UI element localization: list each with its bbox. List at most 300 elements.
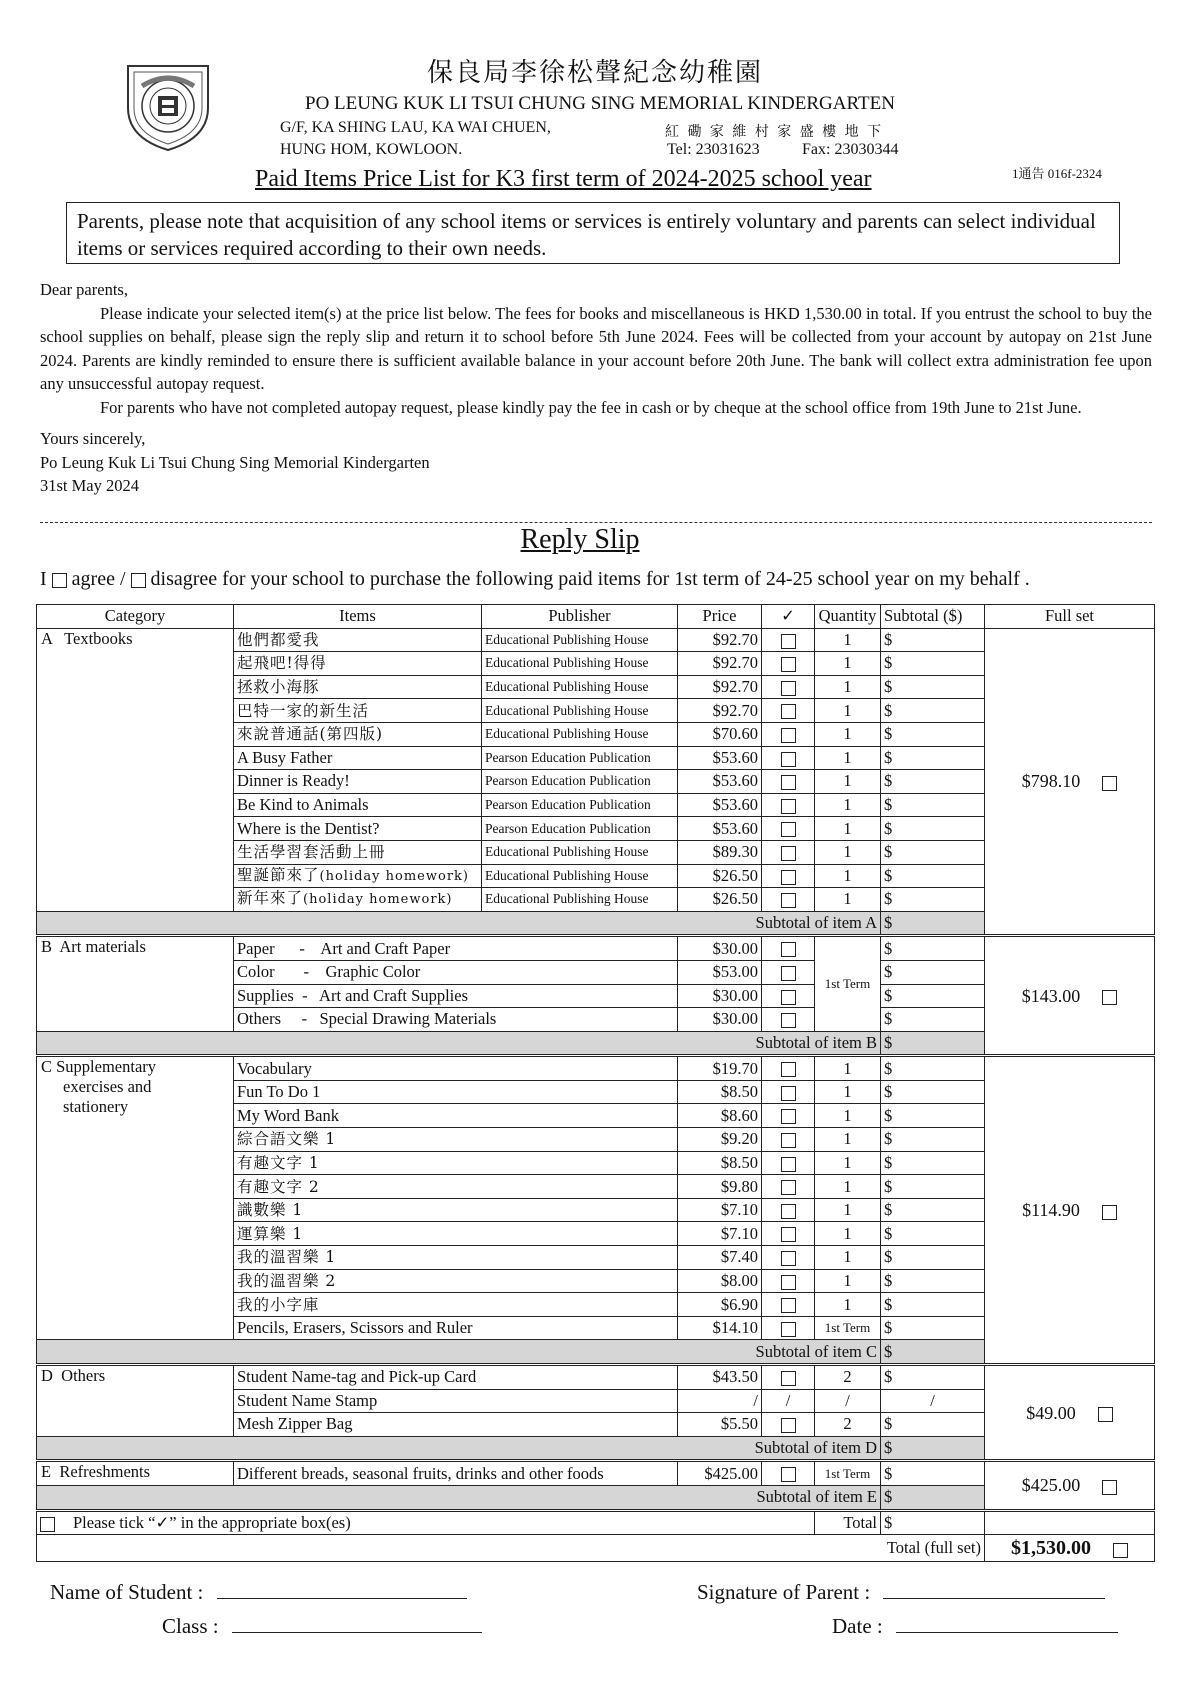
subtotal-field[interactable]: $	[881, 1104, 985, 1128]
item-select-checkbox[interactable]	[781, 846, 796, 861]
quantity: 1	[815, 888, 881, 912]
full-set-price: $143.00	[1021, 985, 1081, 1006]
publisher: Pearson Education Publication	[482, 770, 678, 794]
item-select-checkbox[interactable]	[781, 1133, 796, 1148]
publisher: Pearson Education Publication	[482, 793, 678, 817]
price: $92.70	[678, 675, 762, 699]
price: $53.60	[678, 793, 762, 817]
school-name-english: PO LEUNG KUK LI TSUI CHUNG SING MEMORIAL KINDERGARTEN	[305, 93, 895, 114]
price: $19.70	[678, 1056, 762, 1081]
item-name	[234, 722, 482, 746]
item-select-checkbox[interactable]	[781, 1157, 796, 1172]
item-name	[234, 1316, 678, 1340]
student-name-field	[50, 1578, 467, 1605]
item-select-checkbox[interactable]	[781, 1109, 796, 1124]
quantity: 1	[815, 770, 881, 794]
item-select-checkbox[interactable]	[781, 1275, 796, 1290]
quantity: 1	[815, 840, 881, 864]
select-cell	[762, 1413, 815, 1437]
total-label: Total	[815, 1510, 881, 1535]
header-check: ✓	[762, 605, 815, 629]
full-set-price: $798.10	[1021, 771, 1081, 792]
publisher: Educational Publishing House	[482, 864, 678, 888]
table-header-row	[37, 605, 1155, 629]
publisher: Educational Publishing House	[482, 628, 678, 652]
price: $425.00	[678, 1461, 762, 1486]
subtotal-field[interactable]: $	[881, 1198, 985, 1222]
quantity: 1	[815, 1175, 881, 1199]
header-subtotal: Subtotal ($)	[881, 605, 985, 629]
letter-paragraph-1: Please indicate your selected item(s) at the price list below. The fees for books and miscellaneous is HKD 1,530.00 in total. If you entrust the school to buy the school supplies on behalf, please sign the reply slip and return it to school before 5th June 2024. Fees will be collected from your account by autopay on 21st June 2024. Parents are kindly reminded to ensure there is sufficient available balance in your account before 20th June. The bank will collect extra administration fee upon any unsuccessful autopay request.	[40, 303, 1152, 393]
item-select-checkbox[interactable]	[781, 1086, 796, 1101]
item-name	[234, 1104, 678, 1128]
subtotal-field[interactable]: $	[881, 628, 985, 652]
subtotal-field[interactable]: $	[881, 1222, 985, 1246]
quantity: 1	[815, 1293, 881, 1317]
full-set-c	[985, 1056, 1155, 1365]
price: $9.80	[678, 1175, 762, 1199]
class-label: Class :	[162, 1614, 219, 1638]
category-b: B Art materials	[37, 936, 234, 1031]
select-cell	[762, 1175, 815, 1199]
select-cell: /	[762, 1389, 815, 1413]
quantity: 1	[815, 746, 881, 770]
select-cell	[762, 1269, 815, 1293]
letter-date: 31st May 2024	[40, 476, 139, 495]
item-select-checkbox[interactable]	[781, 752, 796, 767]
section-subtotal-field[interactable]: $	[881, 1436, 985, 1461]
item-select-checkbox[interactable]	[781, 1062, 796, 1077]
item-name-text: 運算樂 1	[237, 1224, 304, 1243]
subtotal-field[interactable]: $	[881, 699, 985, 723]
subtotal-field[interactable]: $	[881, 888, 985, 912]
select-cell	[762, 864, 815, 888]
subtotal-field[interactable]: $	[881, 1056, 985, 1081]
quantity: 1	[815, 793, 881, 817]
item-select-checkbox[interactable]	[781, 1418, 796, 1433]
item-name-text: 有趣文字 2	[237, 1177, 320, 1196]
subtotal-field[interactable]: $	[881, 1365, 985, 1390]
item-select-checkbox[interactable]	[781, 822, 796, 837]
item-name	[234, 817, 482, 841]
section-subtotal-field[interactable]: $	[881, 1031, 985, 1056]
item-name-text: A Busy Father	[237, 747, 333, 767]
header-category: Category	[37, 605, 234, 629]
subtotal-field[interactable]: $	[881, 675, 985, 699]
full-set-e	[985, 1461, 1155, 1510]
price: $7.10	[678, 1198, 762, 1222]
address-en-line1: G/F, KA SHING LAU, KA WAI CHUEN,	[280, 119, 551, 136]
select-cell	[762, 722, 815, 746]
subtotal-field[interactable]: $	[881, 793, 985, 817]
quantity: 2	[815, 1413, 881, 1437]
publisher: Educational Publishing House	[482, 888, 678, 912]
class-field	[162, 1612, 482, 1639]
quantity: 1	[815, 864, 881, 888]
tick-note	[37, 1510, 815, 1535]
price: $8.00	[678, 1269, 762, 1293]
full-set-checkbox[interactable]	[1102, 1205, 1117, 1220]
item-name	[234, 1008, 678, 1032]
item-name-text: Different breads, seasonal fruits, drinks and other foods	[237, 1463, 604, 1483]
subtotal-field[interactable]: $	[881, 1175, 985, 1199]
quantity: 1	[815, 1128, 881, 1152]
table-row	[37, 628, 1155, 652]
total-blank	[985, 1510, 1155, 1535]
select-cell	[762, 793, 815, 817]
item-name-text: 拯救小海豚	[237, 678, 320, 697]
item-name-text: My Word Bank	[237, 1105, 339, 1125]
full-set-checkbox[interactable]	[1102, 1480, 1117, 1495]
select-cell	[762, 1246, 815, 1270]
item-select-checkbox[interactable]	[781, 704, 796, 719]
category-label-line: C Supplementary	[41, 1057, 157, 1077]
item-name	[234, 984, 678, 1008]
full-set-a	[985, 628, 1155, 936]
document-title: Paid Items Price List for K3 first term of 2024-2025 school year	[255, 166, 872, 192]
item-name-text: 我的小字庫	[237, 1295, 320, 1314]
price: $5.50	[678, 1413, 762, 1437]
item-name-text: 來說普通話(第四版)	[237, 725, 384, 744]
item-select-checkbox[interactable]	[781, 634, 796, 649]
category-e: E Refreshments	[37, 1461, 234, 1486]
select-cell	[762, 1104, 815, 1128]
select-cell	[762, 1151, 815, 1175]
item-name-text: Dinner is Ready!	[237, 771, 350, 791]
subtotal-field[interactable]: $	[881, 840, 985, 864]
full-set-price: $49.00	[1026, 1402, 1076, 1423]
section-subtotal-label: Subtotal of item B	[37, 1031, 881, 1056]
quantity: 1	[815, 675, 881, 699]
quantity: 1	[815, 722, 881, 746]
item-name-text: Student Name Stamp	[237, 1390, 378, 1410]
subtotal-field[interactable]: $	[881, 1293, 985, 1317]
item-name-text: Student Name-tag and Pick-up Card	[237, 1367, 477, 1387]
item-select-checkbox[interactable]	[781, 1371, 796, 1386]
select-cell	[762, 1461, 815, 1486]
item-select-checkbox[interactable]	[781, 1204, 796, 1219]
item-name-text: 聖誕節來了	[237, 865, 320, 884]
publisher: Educational Publishing House	[482, 840, 678, 864]
school-crest-logo	[122, 56, 214, 154]
select-cell	[762, 1080, 815, 1104]
item-name-text: 我的溫習樂 2	[237, 1271, 337, 1290]
date-input[interactable]	[896, 1612, 1118, 1633]
total-full-set-checkbox[interactable]	[1113, 1543, 1128, 1558]
select-cell	[762, 1056, 815, 1081]
select-cell	[762, 1365, 815, 1390]
parent-signature-field	[697, 1578, 1105, 1605]
subtotal-field[interactable]: $	[881, 1461, 985, 1486]
price: $53.60	[678, 746, 762, 770]
tick-note-text: Please tick “✓” in the appropriate box(es)	[73, 1512, 351, 1532]
item-select-checkbox[interactable]	[781, 942, 796, 957]
section-subtotal-field[interactable]: $	[881, 911, 985, 936]
full-set-price: $114.90	[1022, 1200, 1080, 1221]
section-subtotal-field[interactable]: $	[881, 1340, 985, 1365]
subtotal-field[interactable]: /	[881, 1389, 985, 1413]
total-full-set-row	[37, 1535, 1155, 1562]
price: $8.50	[678, 1080, 762, 1104]
select-cell	[762, 1316, 815, 1340]
subtotal-field[interactable]: $	[881, 1128, 985, 1152]
select-cell	[762, 936, 815, 961]
item-select-checkbox[interactable]	[781, 1227, 796, 1242]
subtotal-field[interactable]: $	[881, 1246, 985, 1270]
table-row	[37, 936, 1155, 961]
select-cell	[762, 888, 815, 912]
subtotal-field[interactable]: $	[881, 722, 985, 746]
price: $9.20	[678, 1128, 762, 1152]
subtotal-field[interactable]: $	[881, 960, 985, 984]
agreement-statement	[40, 568, 1030, 591]
date-field	[832, 1612, 1118, 1639]
item-name-text: 他們都愛我	[237, 630, 320, 649]
quantity: 1	[815, 1198, 881, 1222]
letter-closing: Yours sincerely,	[40, 429, 146, 448]
subtotal-field[interactable]: $	[881, 817, 985, 841]
item-note: (holiday homework)	[303, 892, 453, 908]
header-items: Items	[234, 605, 482, 629]
table-row	[37, 1056, 1155, 1081]
full-set-d	[985, 1365, 1155, 1461]
item-name-text: 巴特一家的新生活	[237, 701, 370, 720]
publisher: Educational Publishing House	[482, 722, 678, 746]
item-name	[234, 1461, 678, 1486]
select-cell	[762, 984, 815, 1008]
section-subtotal-label: Subtotal of item E	[37, 1485, 881, 1510]
item-name	[234, 1293, 678, 1317]
item-name-text: 起飛吧!得得	[237, 654, 327, 673]
category-d: D Others	[37, 1365, 234, 1437]
item-name	[234, 1080, 678, 1104]
quantity: 1	[815, 699, 881, 723]
full-set-price: $425.00	[1021, 1475, 1081, 1496]
item-select-checkbox[interactable]	[781, 870, 796, 885]
school-address	[280, 119, 920, 163]
school-name-chinese: 保良局李徐松聲紀念幼稚園	[426, 58, 763, 88]
price: $30.00	[678, 984, 762, 1008]
item-select-checkbox[interactable]	[781, 1180, 796, 1195]
price: $7.10	[678, 1222, 762, 1246]
item-name	[234, 960, 678, 984]
subtotal-field[interactable]: $	[881, 652, 985, 676]
item-select-checkbox[interactable]	[781, 1251, 796, 1266]
quantity: 1	[815, 1246, 881, 1270]
publisher: Educational Publishing House	[482, 652, 678, 676]
subtotal-field[interactable]: $	[881, 1080, 985, 1104]
item-name	[234, 628, 482, 652]
item-name-text: 新年來了	[237, 889, 304, 908]
quantity: 1	[815, 1104, 881, 1128]
address-en-line2: HUNG HOM, KOWLOON.	[280, 141, 463, 158]
parent-signature-label: Signature of Parent :	[697, 1580, 871, 1604]
select-cell	[762, 960, 815, 984]
price: $26.50	[678, 888, 762, 912]
class-input[interactable]	[232, 1612, 482, 1633]
price: $89.30	[678, 840, 762, 864]
subtotal-field[interactable]: $	[881, 984, 985, 1008]
select-cell	[762, 746, 815, 770]
item-select-checkbox[interactable]	[781, 1298, 796, 1313]
letter-greeting: Dear parents,	[40, 280, 128, 299]
quantity: /	[815, 1389, 881, 1413]
cut-line-divider	[40, 522, 1152, 523]
fax: Fax: 23030344	[802, 141, 899, 158]
category-label-line: exercises and	[63, 1077, 152, 1097]
subtotal-field[interactable]: $	[881, 770, 985, 794]
disagree-checkbox[interactable]	[131, 573, 146, 588]
item-select-checkbox[interactable]	[781, 657, 796, 672]
item-select-checkbox[interactable]	[781, 893, 796, 908]
item-name-text: 綜合語文樂 1	[237, 1130, 337, 1149]
subtotal-field[interactable]: $	[881, 1151, 985, 1175]
item-name	[234, 1151, 678, 1175]
total-field[interactable]: $	[881, 1510, 985, 1535]
item-name	[234, 1413, 678, 1437]
select-cell	[762, 1128, 815, 1152]
item-name	[234, 936, 678, 961]
select-cell	[762, 817, 815, 841]
item-name-text: Others - Special Drawing Materials	[237, 1009, 497, 1029]
total-full-set-value: $1,530.00	[1011, 1537, 1091, 1560]
quantity: 1	[815, 1151, 881, 1175]
letter-signer: Po Leung Kuk Li Tsui Chung Sing Memorial Kindergarten	[40, 452, 430, 472]
publisher: Pearson Education Publication	[482, 817, 678, 841]
item-name	[234, 888, 482, 912]
item-select-checkbox[interactable]	[781, 775, 796, 790]
subtotal-field[interactable]: $	[881, 936, 985, 961]
price: $53.00	[678, 960, 762, 984]
select-cell	[762, 652, 815, 676]
item-select-checkbox[interactable]	[781, 1322, 796, 1337]
price: $30.00	[678, 1008, 762, 1032]
select-cell	[762, 699, 815, 723]
item-name	[234, 1175, 678, 1199]
student-name-input[interactable]	[217, 1578, 467, 1599]
price: $30.00	[678, 936, 762, 961]
publisher: Educational Publishing House	[482, 675, 678, 699]
price: $53.60	[678, 817, 762, 841]
select-cell	[762, 1198, 815, 1222]
subtotal-field[interactable]: $	[881, 746, 985, 770]
full-set-checkbox[interactable]	[1098, 1407, 1113, 1422]
item-select-checkbox[interactable]	[781, 1467, 796, 1482]
price: $14.10	[678, 1316, 762, 1340]
telephone: Tel: 23031623	[667, 141, 760, 158]
item-name-text: Where is the Dentist?	[237, 818, 380, 838]
item-name-text: Pencils, Erasers, Scissors and Ruler	[237, 1318, 473, 1338]
price: $53.60	[678, 770, 762, 794]
item-name	[234, 1365, 678, 1390]
publisher: Educational Publishing House	[482, 699, 678, 723]
header-full-set: Full set	[985, 605, 1155, 629]
reply-slip-title: Reply Slip	[520, 524, 640, 555]
full-set-checkbox[interactable]	[1102, 990, 1117, 1005]
item-name-text: Mesh Zipper Bag	[237, 1414, 353, 1434]
select-cell	[762, 1293, 815, 1317]
voluntary-notice-box: Parents, please note that acquisition of any school items or services is entirely voluntary and parents can select individual items or services required according to their own needs.	[66, 202, 1120, 264]
item-select-checkbox[interactable]	[781, 990, 796, 1005]
quantity: 1	[815, 1269, 881, 1293]
section-subtotal-field[interactable]: $	[881, 1485, 985, 1510]
quantity: 1st Term	[815, 936, 881, 1031]
price: $26.50	[678, 864, 762, 888]
item-select-checkbox[interactable]	[781, 1013, 796, 1028]
price: $92.70	[678, 652, 762, 676]
item-name	[234, 1128, 678, 1152]
item-name-text: Supplies - Art and Craft Supplies	[237, 985, 468, 1005]
subtotal-field[interactable]: $	[881, 864, 985, 888]
quantity: 1st Term	[815, 1461, 881, 1486]
tick-example-checkbox	[40, 1517, 55, 1532]
notice-reference: 1通告 016f-2324	[1012, 166, 1102, 181]
select-cell	[762, 1222, 815, 1246]
item-name	[234, 746, 482, 770]
quantity: 1	[815, 817, 881, 841]
disagree-label: disagree for your school to purchase the following paid items for 1st term of 24-25 school year on my behalf .	[150, 568, 1030, 590]
parent-signature-input[interactable]	[883, 1578, 1105, 1599]
item-note: (holiday homework)	[319, 868, 469, 884]
quantity: 1	[815, 1222, 881, 1246]
item-name	[234, 1389, 678, 1413]
category-label-line: stationery	[63, 1097, 129, 1117]
item-name-text: 識數樂 1	[237, 1201, 304, 1220]
total-full-set	[985, 1535, 1155, 1562]
subtotal-field[interactable]: $	[881, 1413, 985, 1437]
category-a: A Textbooks	[37, 628, 234, 911]
section-subtotal-label: Subtotal of item D	[37, 1436, 881, 1461]
price: $92.70	[678, 699, 762, 723]
address-chinese: 紅 磡 家 維 村 家 盛 樓 地 下	[665, 124, 884, 140]
item-select-checkbox[interactable]	[781, 681, 796, 696]
quantity: 1	[815, 1056, 881, 1081]
item-name	[234, 770, 482, 794]
item-select-checkbox[interactable]	[781, 799, 796, 814]
item-name	[234, 1198, 678, 1222]
school-header	[280, 52, 920, 163]
item-name	[234, 864, 482, 888]
subtotal-field[interactable]: $	[881, 1316, 985, 1340]
agree-checkbox[interactable]	[52, 573, 67, 588]
table-row	[37, 1461, 1155, 1486]
item-select-checkbox[interactable]	[781, 966, 796, 981]
table-row	[37, 1365, 1155, 1390]
item-name	[234, 1222, 678, 1246]
parent-letter	[40, 278, 1152, 498]
item-select-checkbox[interactable]	[781, 728, 796, 743]
item-name-text: 生活學習套活動上冊	[237, 843, 386, 862]
item-name	[234, 1269, 678, 1293]
quantity: 1	[815, 628, 881, 652]
select-cell	[762, 1008, 815, 1032]
price: /	[678, 1389, 762, 1413]
header-price: Price	[678, 605, 762, 629]
agree-label: agree /	[71, 568, 126, 590]
agreement-prefix: I	[40, 568, 47, 590]
subtotal-field[interactable]: $	[881, 1269, 985, 1293]
subtotal-field[interactable]: $	[881, 1008, 985, 1032]
full-set-checkbox[interactable]	[1102, 776, 1117, 791]
student-name-label: Name of Student :	[50, 1580, 204, 1604]
item-name	[234, 840, 482, 864]
publisher: Pearson Education Publication	[482, 746, 678, 770]
item-name	[234, 652, 482, 676]
item-name	[234, 1056, 678, 1081]
price: $92.70	[678, 628, 762, 652]
quantity: 1	[815, 1080, 881, 1104]
select-cell	[762, 628, 815, 652]
